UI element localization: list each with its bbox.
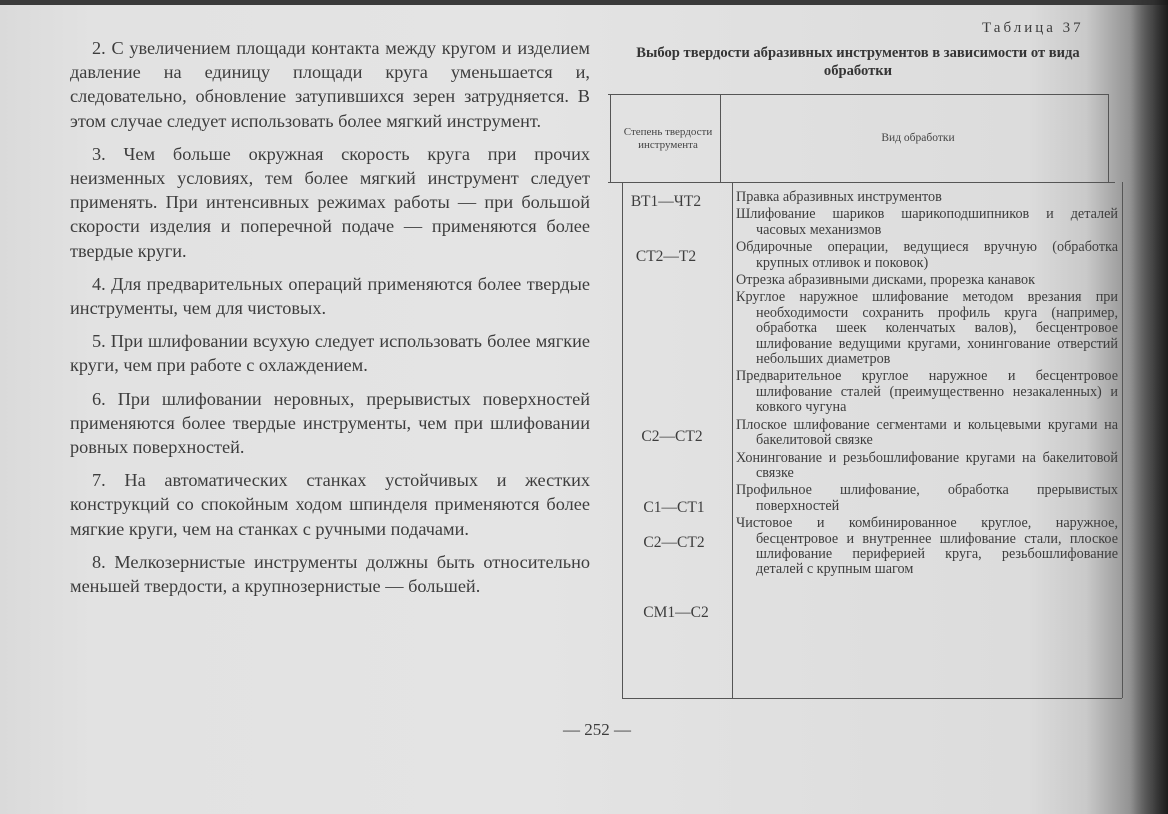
left-text-column [70, 36, 590, 607]
operation-entry: Отрезка абразивными дисками, прорезка канавок [736, 272, 1036, 289]
page-top-edge [0, 0, 1168, 5]
table-header-rule [608, 182, 1115, 183]
grade-cell: СТ2—Т2 [635, 248, 697, 265]
table-left-rule-header [610, 94, 611, 182]
operation-entry: Правка абразивных инструментов [736, 189, 942, 205]
grade-cell: С2—СТ2 [641, 428, 703, 445]
paragraph-2: 2. С увеличением площади контакта между кругом и изделием давление на единицу площади круга уменьшается и, следовательно, обновление затупившихся зерен затрудняется. В этом случае следует использовать более мягкий инструмент. [70, 38, 590, 131]
paragraph-3: 3. Чем больше окружная скорость круга при прочих неизменных условиях, тем более мягкий инструмент следует применять. При интенсивных режимах работы — при большой скорости изделия и поперечной подаче — применяются более твердые круги. [70, 143, 590, 261]
grade-cell: С1—СТ1 [643, 499, 705, 516]
operation-entry: Профильное шлифование, обработка прерывистых поверхностей [736, 482, 1118, 514]
table-right-rule-body [1122, 182, 1123, 698]
paragraph-4: 4. Для предварительных операций применяются более твердые инструменты, чем для чистовых. [70, 273, 590, 319]
operation-entry: Чистовое и комбинированное круглое, наружное, бесцентровое и внутреннее шлифование стали, плоское шлифование периферией круга, резьбошлифование деталей с крупным шагом [736, 515, 1118, 578]
operation-entry: Предварительное круглое наружное и бесцентровое шлифование сталей (преимущественно незакаленных) и ковкого чугуна [736, 368, 1118, 416]
page-number: — 252 — [563, 720, 631, 739]
operation-entry: Хонингование и резьбошлифование кругами на бакелитовой связке [736, 449, 1118, 481]
header-grade: Степень твердости инструмента [623, 126, 713, 151]
table-bottom-rule [622, 698, 1122, 699]
operations-list [736, 190, 1118, 580]
table-title: Выбор твердости абразивных инструментов в зависимости от вида обработки [636, 45, 1080, 79]
operation-entry: Шлифование шариков шарикоподшипников и деталей часовых механизмов [736, 206, 1118, 238]
operation-entry: Обдирочные операции, ведущиеся вручную (обработка крупных отливок и поковок) [736, 239, 1118, 271]
grade-cell: ВТ1—ЧТ2 [630, 193, 702, 210]
table-right-rule-header [1108, 94, 1109, 182]
paragraph-8: 8. Мелкозернистые инструменты должны быть относительно меньшей твердости, а крупнозернистые — большей. [70, 551, 590, 597]
table-label: Таблица 37 [982, 20, 1084, 36]
grade-cell: СМ1—С2 [643, 604, 709, 621]
paragraph-7: 7. На автоматических станках устойчивых и жестких конструкций со спокойным ходом шпинделя применяются более мягкие круги, чем на станках с ручными подачами. [70, 470, 590, 539]
grade-cell: С2—СТ2 [643, 534, 705, 551]
operation-entry: Круглое наружное шлифование методом врезания при необходимости сохранить профиль круга (например, обработка шеек коленчатых валов), бесцентровое шлифование ведущими кругами, хонингование отверстий небольших диаметров [736, 289, 1118, 368]
paragraph-5: 5. При шлифовании всухую следует использовать более мягкие круги, чем при работе с охлаждением. [70, 331, 590, 376]
binding-shadow [1130, 0, 1168, 814]
paragraph-6: 6. При шлифовании неровных, прерывистых поверхностей применяются более твердые инструменты, чем при шлифовании ровных поверхностей. [70, 388, 590, 458]
table-top-rule [608, 94, 1108, 95]
table-column-divider-header [720, 94, 721, 182]
hardness-table [608, 94, 1118, 698]
operation-entry: Плоское шлифование сегментами и кольцевыми кругами на бакелитовой связке [736, 416, 1118, 449]
header-operation: Вид обработки [881, 132, 955, 144]
